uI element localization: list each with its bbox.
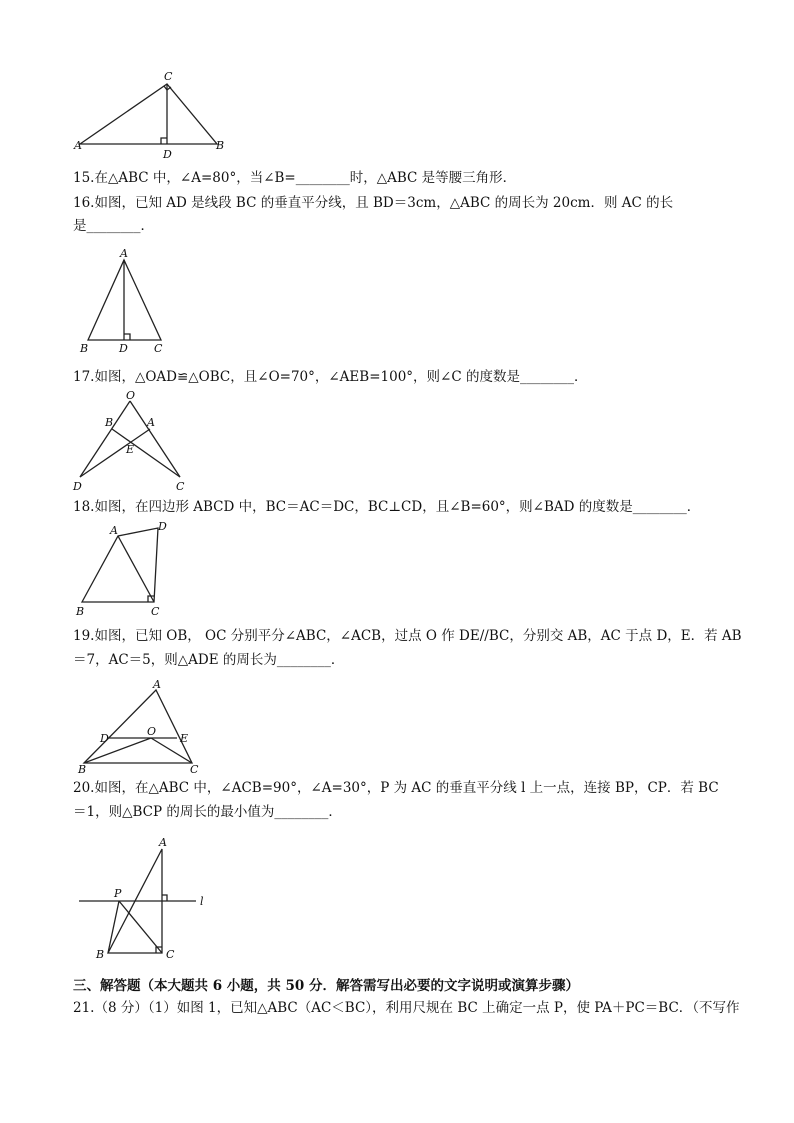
- question-19: [73, 626, 742, 670]
- label-a: A: [74, 139, 82, 152]
- figure-q19-svg: [74, 679, 214, 779]
- figure-q17-svg: [70, 389, 195, 494]
- label-c: C: [164, 70, 173, 83]
- question-16: [73, 193, 673, 236]
- figure-q19: [74, 679, 214, 779]
- label-e: E: [180, 732, 189, 745]
- question-20: [73, 778, 719, 822]
- label-o: O: [147, 725, 157, 738]
- question-16-line-1: 16.如图，已知 AD 是线段 BC 的垂直平分线，且 BD＝3cm，△ABC 的周长为 20cm．则 AC 的长: [73, 195, 674, 211]
- section-3-heading: 三、解答题（本大题共 6 小题，共 50 分．解答需写出必要的文字说明或演算步骤）: [73, 978, 579, 994]
- label-b: B: [105, 416, 114, 429]
- label-b: B: [216, 139, 225, 152]
- label-d: D: [158, 520, 167, 533]
- figure-q16-svg: [76, 249, 176, 354]
- label-a: A: [147, 416, 155, 429]
- question-19-line-2: ＝7，AC＝5，则△ADE 的周长为________．: [73, 652, 345, 668]
- figure-q20: [76, 835, 216, 960]
- segment-da: [80, 429, 150, 477]
- label-b: B: [76, 605, 85, 618]
- label-a: A: [159, 836, 167, 849]
- label-a: A: [153, 678, 161, 691]
- question-15: [73, 168, 516, 188]
- segment-bp: [108, 901, 119, 953]
- triangle-abc: [84, 690, 192, 763]
- figure-q18-svg: [72, 518, 177, 623]
- segment-bo: [84, 738, 151, 763]
- question-20-line-1: 20.如图，在△ABC 中，∠ACB=90°，∠A=30°，P 为 AC 的垂直平分线 l 上一点，连接 BP，CP．若 BC: [73, 780, 719, 796]
- question-15-line-1: 15.在△ABC 中，∠A=80°，当∠B=________时，△ABC 是等腰三角形．: [73, 170, 517, 186]
- segment-cp: [119, 901, 162, 953]
- question-17: [73, 367, 587, 387]
- figure-q14-svg: [70, 70, 240, 160]
- figure-q17: [70, 389, 195, 494]
- segment-oc: [130, 401, 180, 477]
- label-d: D: [119, 342, 128, 355]
- question-20-line-2: ＝1，则△BCP 的周长的最小值为________．: [73, 804, 342, 820]
- figure-q14: [70, 70, 240, 160]
- label-c: C: [154, 342, 163, 355]
- question-18: [73, 497, 700, 517]
- figure-q18: [72, 518, 177, 623]
- question-21: 21.（8 分）（1）如图 1，已知△ABC（AC＜BC），利用尺规在 BC 上确定一点 P，使 PA＋PC＝BC．（不写作: [73, 1000, 740, 1016]
- label-e: E: [126, 443, 135, 456]
- label-l: l: [200, 895, 204, 908]
- label-d: D: [73, 480, 82, 493]
- triangle-abc: [80, 84, 217, 144]
- figure-q16: [76, 249, 176, 354]
- label-d: D: [163, 148, 172, 161]
- diagonal-ac: [118, 536, 154, 602]
- question-18-line-1: 18.如图，在四边形 ABCD 中，BC＝AC＝DC，BC⊥CD，且∠B=60°，则∠BAD 的度数是________．: [73, 499, 701, 515]
- right-angle-mark-l: [162, 895, 167, 901]
- label-c: C: [190, 763, 199, 776]
- right-angle-mark-d: [161, 138, 167, 144]
- label-a: A: [110, 524, 118, 537]
- label-c: C: [151, 605, 160, 618]
- segment-od: [80, 401, 130, 477]
- segment-cb: [112, 429, 180, 477]
- label-p: P: [114, 887, 122, 900]
- label-b: B: [78, 763, 87, 776]
- question-17-line-1: 17.如图，△OAD≌△OBC，且∠O=70°，∠AEB=100°，则∠C 的度数是________．: [73, 369, 588, 385]
- label-b: B: [96, 948, 105, 961]
- label-c: C: [166, 948, 175, 961]
- label-c: C: [176, 480, 185, 493]
- label-b: B: [80, 342, 89, 355]
- question-19-line-1: 19.如图，已知 OB， OC 分别平分∠ABC，∠ACB，过点 O 作 DE//BC，分别交 AB，AC 于点 D，E．若 AB: [73, 628, 742, 644]
- label-o: O: [126, 389, 136, 402]
- figure-q20-svg: [76, 835, 216, 960]
- right-angle-mark-d: [124, 334, 130, 340]
- question-16-line-2: 是________．: [73, 218, 154, 234]
- label-d: D: [100, 732, 109, 745]
- label-a: A: [120, 247, 128, 260]
